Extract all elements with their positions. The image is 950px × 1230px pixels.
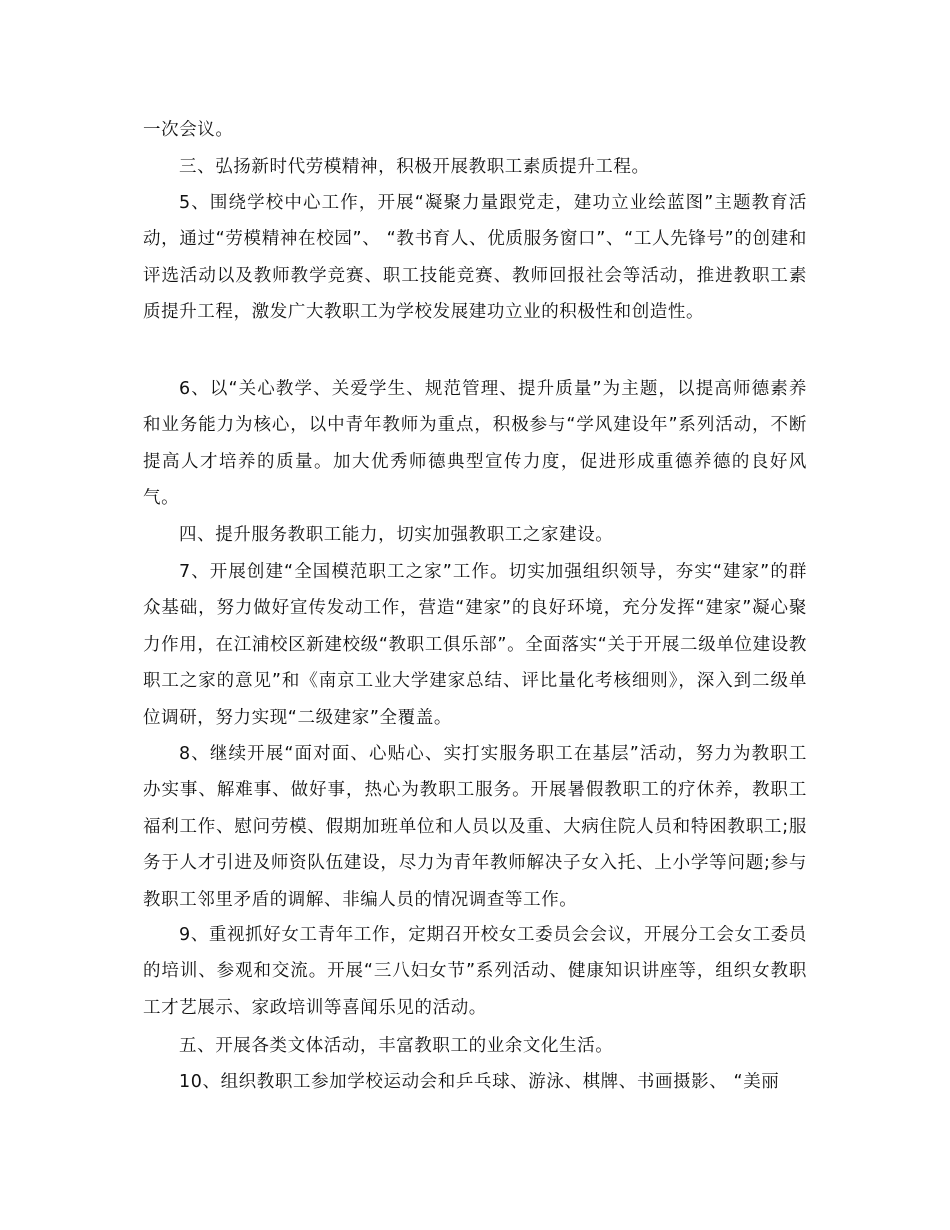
paragraph-item-7: 7、开展创建“全国模范职工之家”工作。切实加强组织领导，夯实“建家”的群众基础，努力做好宣传发动工作，营造“建家”的良好环境，充分发挥“建家”凝心聚力作用，在江浦校区新建校级“教职工俱乐部”。全面落实“关于开展二级单位建设教职工之家的意见”和《南京工业大学建家总结、评比量化考核细则》，深入到二级单位调研，努力实现“二级建家”全覆盖。	[143, 562, 807, 728]
paragraph-item-5: 5、围绕学校中心工作，开展“凝聚力量跟党走，建功立业绘蓝图”主题教育活动，通过“劳模精神在校园”、 “教书育人、优质服务窗口”、“工人先锋号”的创建和评选活动以及教师教学竞赛、职工技能竞赛、教师回报社会等活动，推进教职工素质提升工程，激发广大教职工为学校发展建功立业的积极性和创造性。	[143, 193, 807, 323]
paragraph-continuation: 一次会议。	[143, 120, 234, 140]
paragraph-item-8: 8、继续开展“面对面、心贴心、实打实服务职工在基层”活动，努力为教职工办实事、解难事、做好事，热心为教职工服务。开展暑假教职工的疗休养，教职工福利工作、慰问劳模、假期加班单位和人员以及重、大病住院人员和特困教职工;服务于人才引进及师资队伍建设，尽力为青年教师解决子女入托、上小学等问题;参与教职工邻里矛盾的调解、非编人员的情况调查等工作。	[143, 744, 807, 910]
paragraph-item-6: 6、以“关心教学、关爱学生、规范管理、提升质量”为主题，以提高师德素养和业务能力为核心，以中青年教师为重点，积极参与“学风建设年”系列活动，不断提高人才培养的质量。加大优秀师德典型宣传力度，促进形成重德养德的良好风气。	[143, 379, 807, 509]
section-heading-4: 四、提升服务教职工能力，切实加强教职工之家建设。	[179, 525, 614, 545]
section-heading-5: 五、开展各类文体活动，丰富教职工的业余文化生活。	[179, 1036, 614, 1056]
paragraph-item-10: 10、组织教职工参加学校运动会和乒乓球、游泳、棋牌、书画摄影、 “美丽	[179, 1072, 780, 1092]
section-heading-3: 三、弘扬新时代劳模精神，积极开展教职工素质提升工程。	[179, 157, 650, 177]
paragraph-item-9: 9、重视抓好女工青年工作，定期召开校女工委员会会议，开展分工会女工委员的培训、参观和交流。开展“三八妇女节”系列活动、健康知识讲座等，组织女教职工才艺展示、家政培训等喜闻乐见的活动。	[143, 925, 807, 1018]
